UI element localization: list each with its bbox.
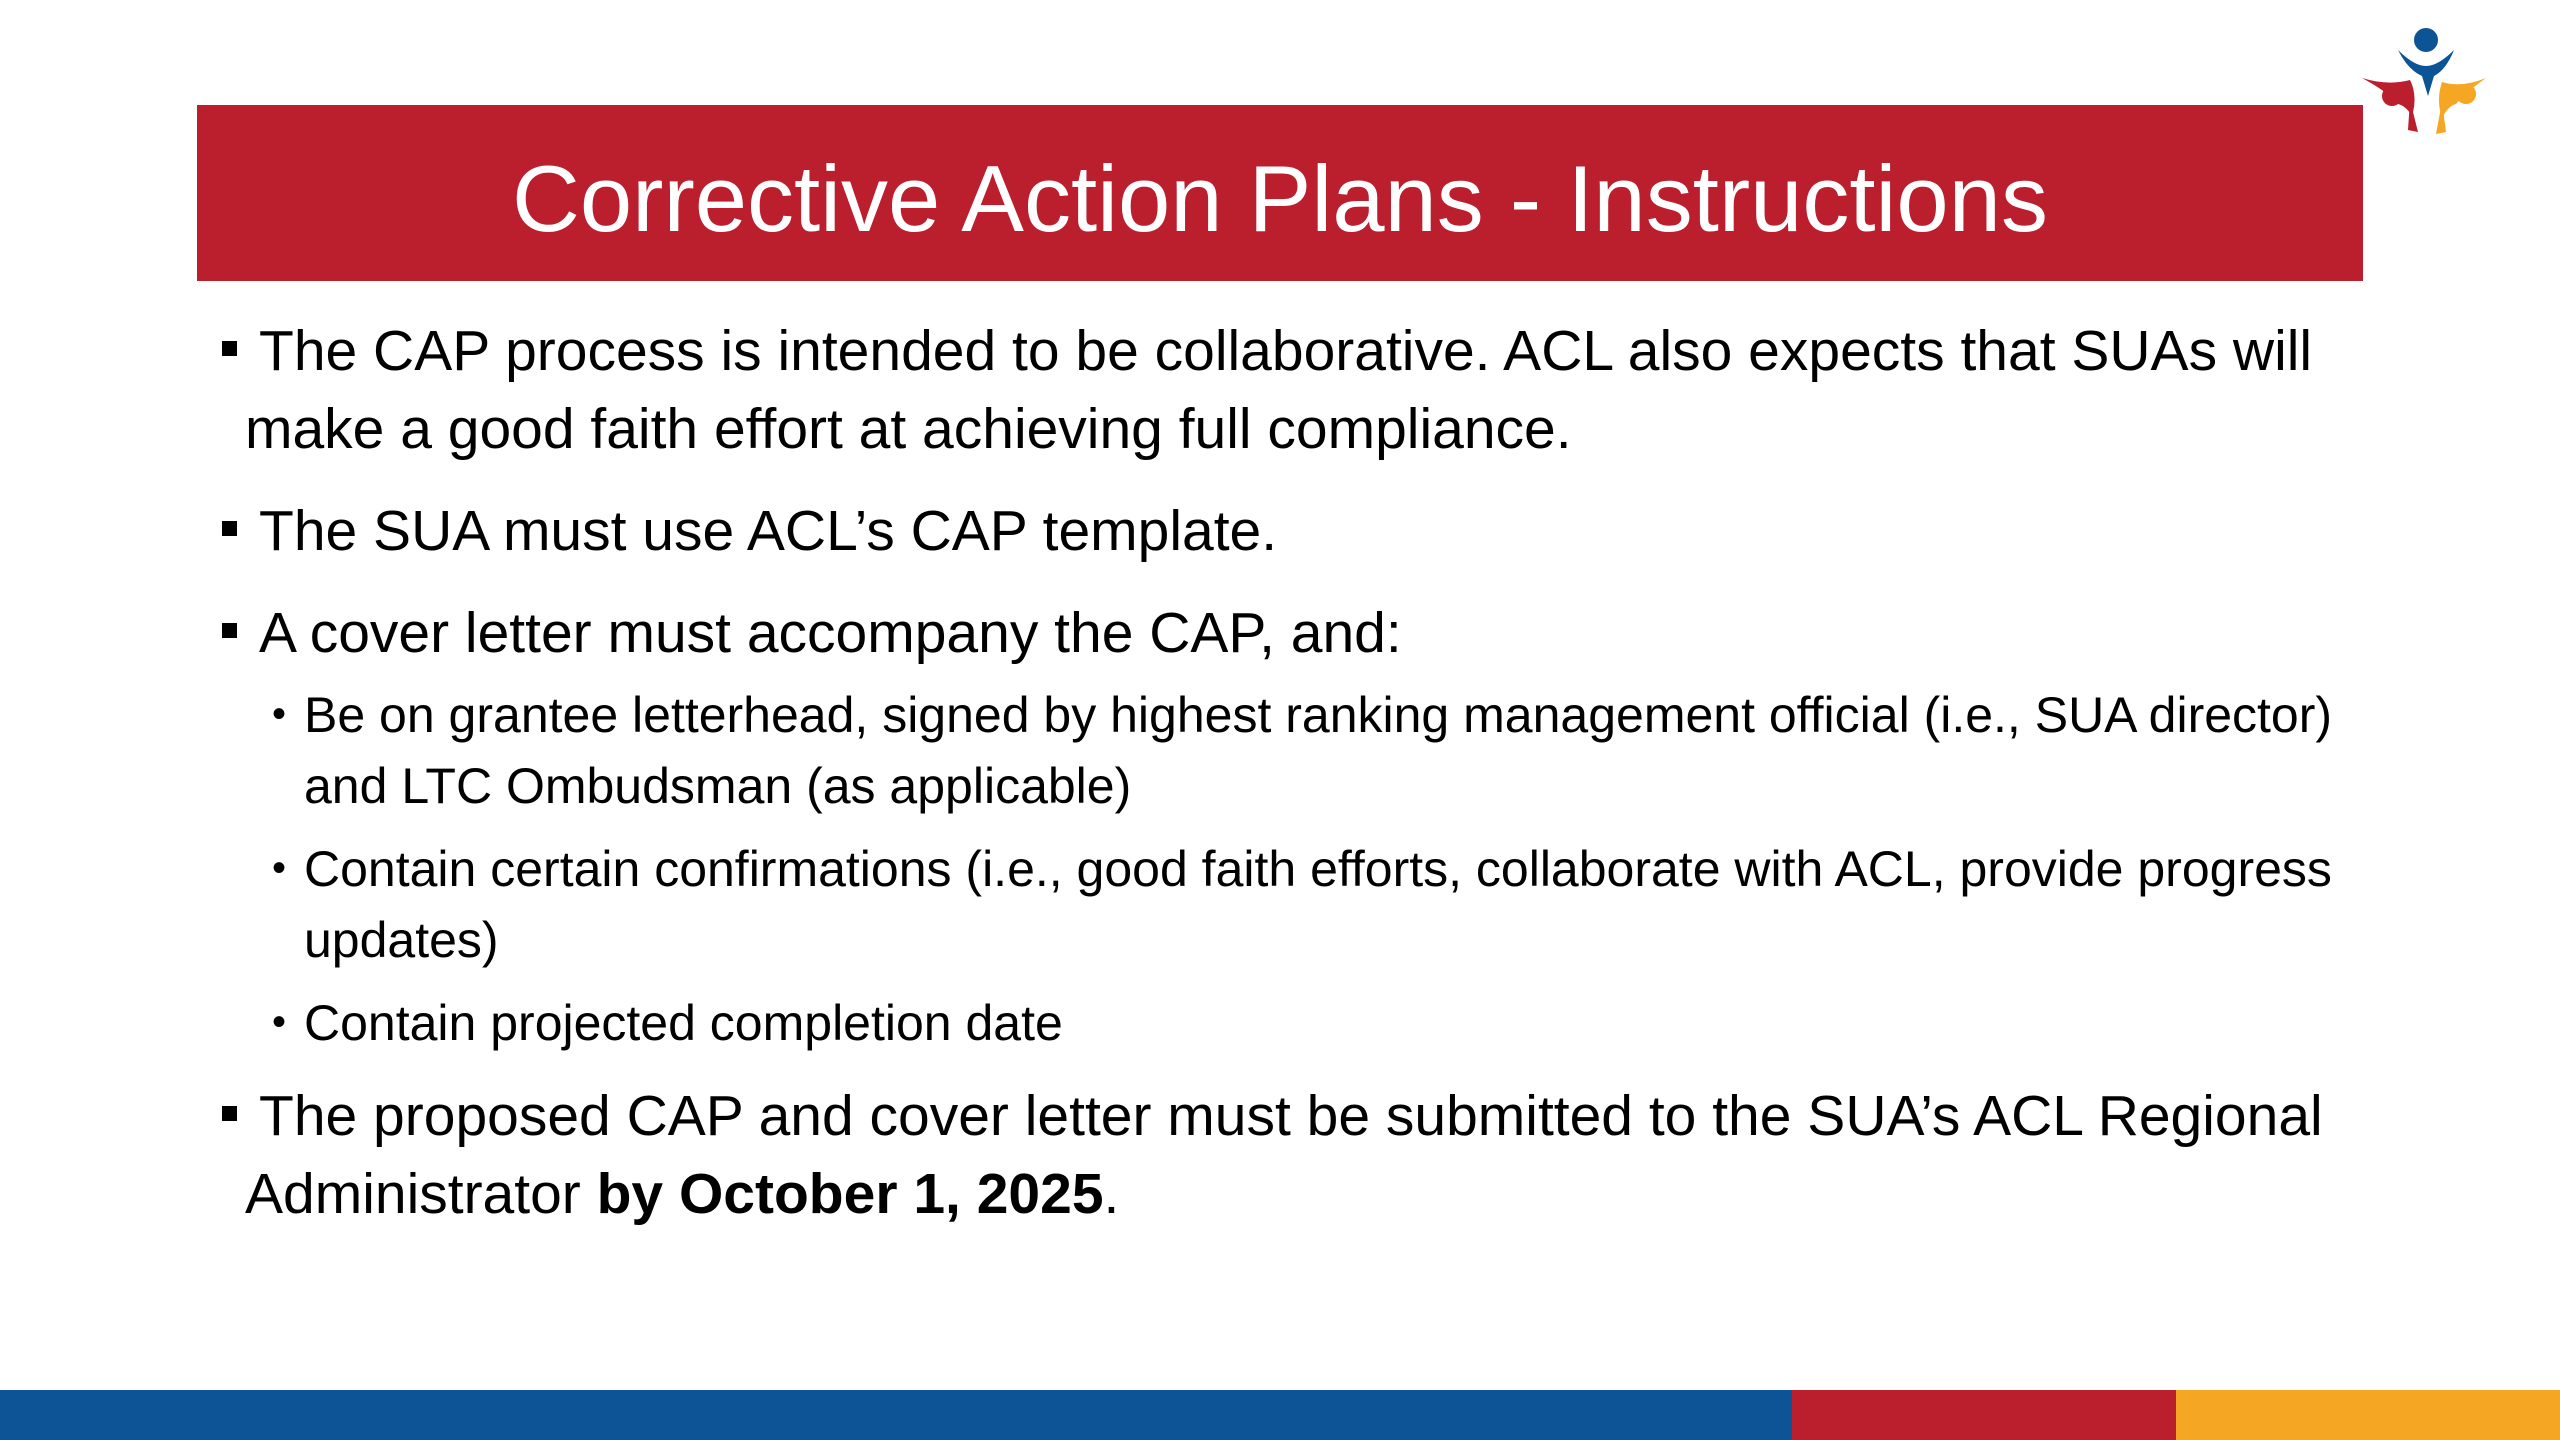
bullet-item	[218, 1077, 2368, 1233]
dot-bullet-icon: •	[272, 692, 287, 736]
bullet-item	[218, 594, 2368, 672]
dot-bullet-icon: •	[272, 846, 287, 890]
sub-bullet-item	[267, 834, 2368, 976]
footer-bar-blue	[0, 1390, 1792, 1440]
square-bullet-icon	[222, 1106, 237, 1121]
bullet-list	[218, 312, 2368, 1257]
dot-bullet-icon: •	[272, 1000, 287, 1044]
square-bullet-icon	[222, 341, 237, 356]
people-logo-icon	[2358, 26, 2490, 138]
sub-bullet-text: Be on grantee letterhead, signed by highest ranking management official (i.e., SUA director) and LTC Ombudsman (as applicable)	[304, 687, 2333, 814]
sub-bullet-item	[267, 988, 2368, 1059]
bullet-text: The CAP process is intended to be collaborative. ACL also expects that SUAs will make a good faith effort at achieving full compliance.	[245, 319, 2313, 461]
bullet-text: The SUA must use ACL’s CAP template.	[259, 499, 1278, 563]
footer-bar-gold	[2176, 1390, 2560, 1440]
square-bullet-icon	[222, 623, 237, 638]
bullet-item	[218, 492, 2368, 570]
title-band	[197, 105, 2363, 281]
bullet-text-main: The proposed CAP and cover letter must be submitted to the SUA’s ACL Regional Administrator	[245, 1084, 2323, 1226]
bullet-text-end: .	[1103, 1162, 1120, 1226]
sub-bullet-text: Contain certain confirmations (i.e., good faith efforts, collaborate with ACL, provide progress updates)	[304, 841, 2332, 968]
slide-title: Corrective Action Plans - Instructions	[512, 146, 2048, 251]
footer-bar-red	[1792, 1390, 2176, 1440]
deadline-text: by October 1, 2025	[596, 1162, 1104, 1226]
bullet-item	[218, 312, 2368, 468]
square-bullet-icon	[222, 521, 237, 536]
bullet-text: A cover letter must accompany the CAP, and:	[259, 601, 1402, 665]
sub-bullet-item	[267, 680, 2368, 822]
sub-bullet-list	[267, 680, 2368, 1059]
sub-bullet-text: Contain projected completion date	[304, 995, 1063, 1051]
bullet-text	[245, 1077, 2368, 1233]
